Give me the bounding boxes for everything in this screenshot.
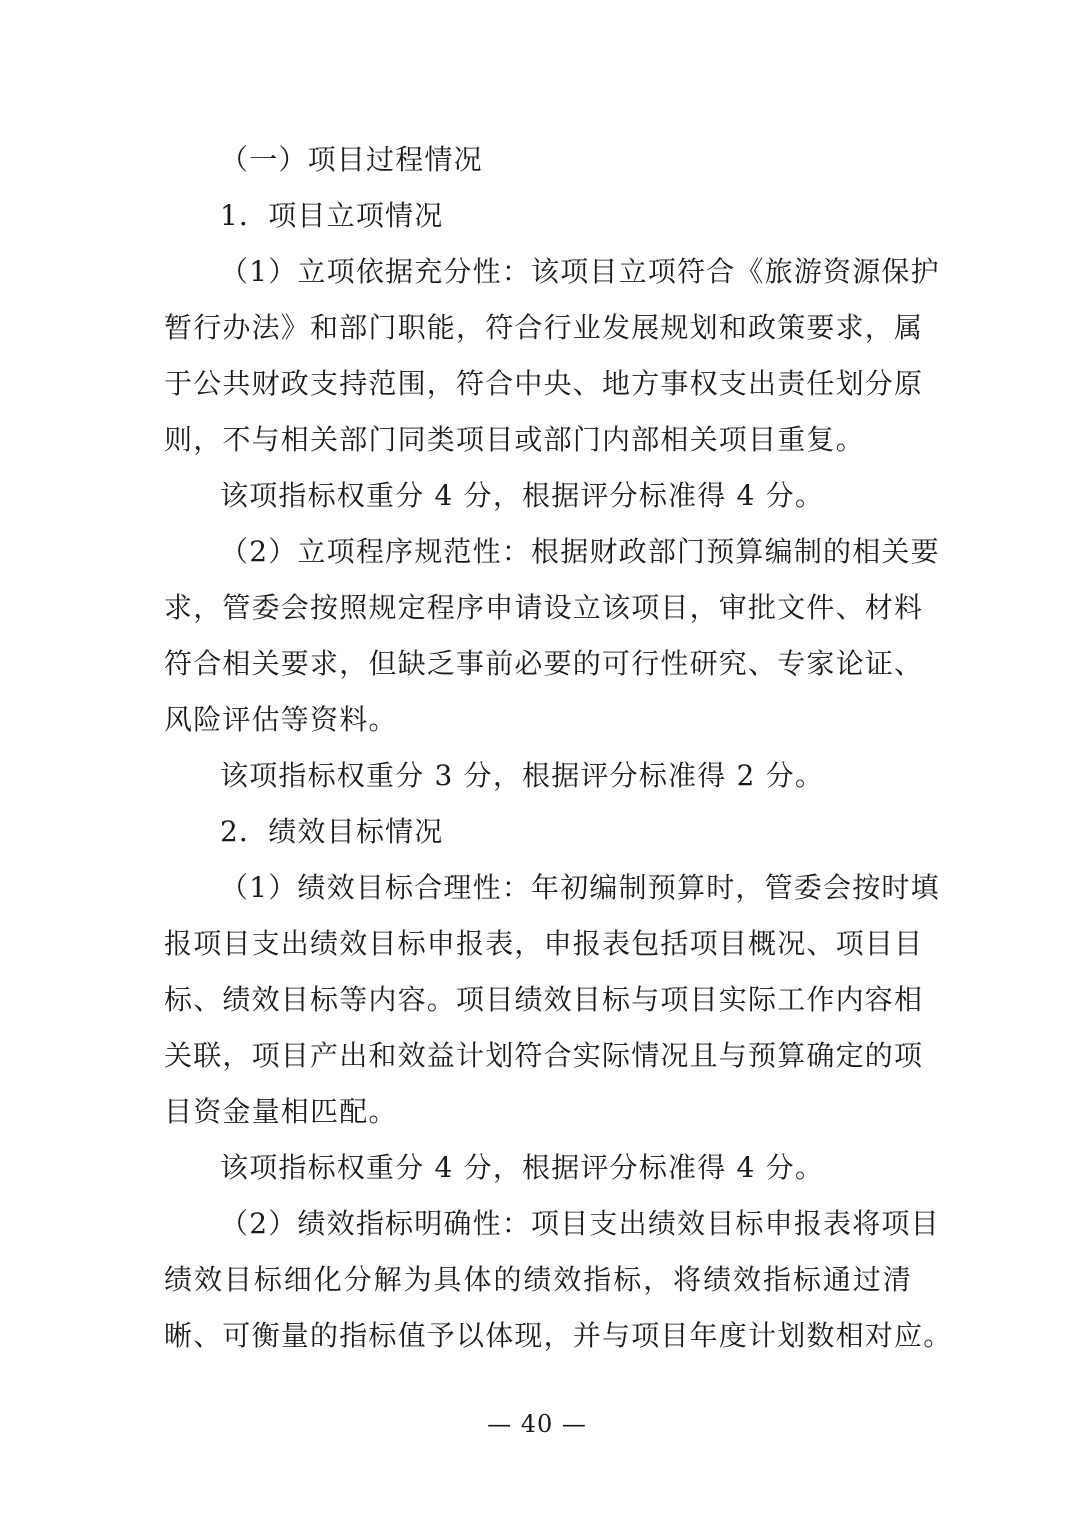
score-statement: 该项指标权重分 4 分，根据评分标准得 4 分。 bbox=[220, 1151, 825, 1184]
paragraph-line: 于公共财政支持范围，符合中央、地方事权支出责任划分原 bbox=[164, 367, 924, 400]
paragraph-line: 关联，项目产出和效益计划符合实际情况且与预算确定的项 bbox=[164, 1039, 924, 1072]
paragraph-indicator-clarity bbox=[164, 1196, 953, 1364]
paragraph-line: 报项目支出绩效目标申报表，申报表包括项目概况、项目目 bbox=[164, 927, 924, 960]
paragraph-line: 标、绩效目标等内容。项目绩效目标与项目实际工作内容相 bbox=[164, 983, 924, 1016]
paragraph-line: 暂行办法》和部门职能，符合行业发展规划和政策要求，属 bbox=[164, 311, 924, 344]
paragraph-line: 绩效目标细化分解为具体的绩效指标，将绩效指标通过清 bbox=[164, 1263, 912, 1296]
paragraph-line: （1）立项依据充分性：该项目立项符合《旅游资源保护 bbox=[220, 255, 940, 288]
paragraph-line: 符合相关要求，但缺乏事前必要的可行性研究、专家论证、 bbox=[164, 647, 924, 680]
subsection-heading-performance-goals: 2．绩效目标情况 bbox=[220, 815, 444, 848]
score-statement: 该项指标权重分 3 分，根据评分标准得 2 分。 bbox=[220, 759, 825, 792]
paragraph-line: 晰、可衡量的指标值予以体现，并与项目年度计划数相对应。 bbox=[164, 1319, 953, 1352]
paragraph-line: 求，管委会按照规定程序申请设立该项目，审批文件、材料 bbox=[164, 591, 924, 624]
paragraph-line: 则，不与相关部门同类项目或部门内部相关项目重复。 bbox=[164, 423, 865, 456]
subsection-heading-project-approval: 1．项目立项情况 bbox=[220, 199, 444, 232]
score-statement: 该项指标权重分 4 分，根据评分标准得 4 分。 bbox=[220, 479, 825, 512]
paragraph-line: （2）立项程序规范性：根据财政部门预算编制的相关要 bbox=[220, 535, 940, 568]
section-heading: （一）项目过程情况 bbox=[220, 143, 483, 176]
paragraph-approval-procedure bbox=[164, 524, 940, 748]
page-number: — 40 — bbox=[487, 1410, 587, 1438]
document-body bbox=[164, 132, 953, 1364]
paragraph-line: 目资金量相匹配。 bbox=[164, 1095, 398, 1128]
paragraph-goal-rationality bbox=[164, 860, 940, 1140]
paragraph-line: （1）绩效目标合理性：年初编制预算时，管委会按时填 bbox=[220, 871, 940, 904]
paragraph-line: （2）绩效指标明确性：项目支出绩效目标申报表将项目 bbox=[220, 1207, 940, 1240]
paragraph-line: 风险评估等资料。 bbox=[164, 703, 398, 736]
paragraph-approval-basis bbox=[164, 244, 940, 468]
